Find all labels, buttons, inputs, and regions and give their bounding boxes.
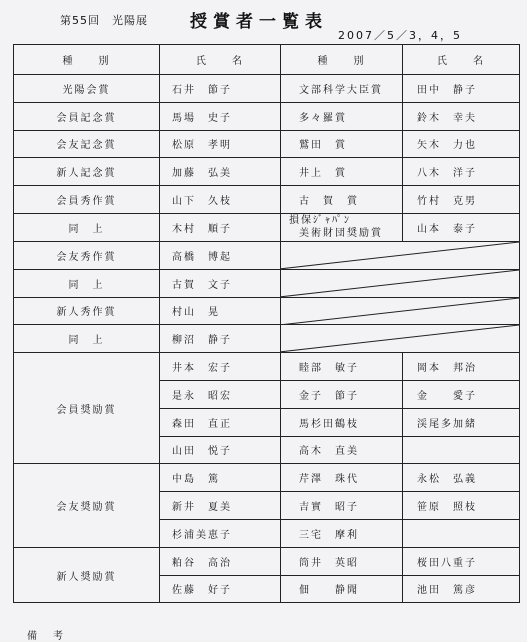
- name-cell-2: 渓尾多加緒: [403, 408, 520, 436]
- award-cell: 三宅 摩利: [281, 519, 403, 547]
- name-cell-2-empty: [403, 519, 520, 547]
- award-cell: 吉實 昭子: [281, 492, 403, 520]
- category-cell: 同 上: [14, 269, 160, 297]
- name-cell: 新井 夏美: [160, 492, 281, 520]
- table-row: [14, 75, 520, 103]
- table-row: [14, 213, 520, 241]
- category-cell: 会友秀作賞: [14, 241, 160, 269]
- table-row: [14, 130, 520, 158]
- name-cell: 柳沼 静子: [160, 325, 281, 353]
- award-cell: 芹澤 珠代: [281, 464, 403, 492]
- name-cell: 古賀 文子: [160, 269, 281, 297]
- empty-slashed-cell: [281, 297, 520, 325]
- remarks-label: 備 考: [27, 631, 66, 642]
- page-title: 授賞者一覧表: [190, 12, 328, 32]
- category-cell: 新人記念賞: [14, 158, 160, 186]
- award-cell: [281, 213, 403, 241]
- table-row: [14, 102, 520, 130]
- exhibition-date: 2007／5／3，4，5: [338, 29, 462, 42]
- name-cell: 加藤 弘美: [160, 158, 281, 186]
- name-cell-2: 笹原 照枝: [403, 492, 520, 520]
- name-cell: 山田 悦子: [160, 436, 281, 464]
- name-cell: 井本 宏子: [160, 353, 281, 381]
- table-row: [14, 297, 520, 325]
- name-cell: 山下 久枝: [160, 186, 281, 214]
- name-cell: 佐藤 好子: [160, 575, 281, 603]
- category-cell: 会員記念賞: [14, 102, 160, 130]
- diagonal-line: [281, 270, 519, 297]
- table-row: [14, 158, 520, 186]
- name-cell: 村山 晃: [160, 297, 281, 325]
- table-row: [14, 269, 520, 297]
- name-cell-2: 永松 弘義: [403, 464, 520, 492]
- category-cell: 会員奨励賞: [14, 353, 160, 464]
- column-header-name: 氏 名: [160, 45, 281, 75]
- table-row: [14, 325, 520, 353]
- name-cell-2: 鈴木 幸夫: [403, 102, 520, 130]
- award-cell: 睦部 敏子: [281, 353, 403, 381]
- name-cell: 中島 篤: [160, 464, 281, 492]
- column-header-name-2: 氏 名: [403, 45, 520, 75]
- category-cell: 会員秀作賞: [14, 186, 160, 214]
- diagonal-line: [281, 298, 519, 325]
- empty-slashed-cell: [281, 325, 520, 353]
- award-cell: 高木 直美: [281, 436, 403, 464]
- award-cell: 井上 賞: [281, 158, 403, 186]
- name-cell-2: 山本 泰子: [403, 213, 520, 241]
- column-header-award: 種 別: [281, 45, 403, 75]
- table-row: [14, 241, 520, 269]
- name-cell: 是永 昭宏: [160, 380, 281, 408]
- empty-slashed-cell: [281, 269, 520, 297]
- exhibition-label: 第55回 光陽展: [60, 14, 148, 27]
- award-cell: 金子 節子: [281, 380, 403, 408]
- award-line-1: 損保ｼﾞｬﾊﾟﾝ: [289, 214, 351, 226]
- name-cell-2-empty: [403, 436, 520, 464]
- name-cell: 森田 直正: [160, 408, 281, 436]
- awards-table: [13, 44, 520, 603]
- table-header-row: [14, 45, 520, 75]
- name-cell: 粕谷 高治: [160, 547, 281, 575]
- name-cell: 石井 節子: [160, 75, 281, 103]
- name-cell-2: 矢木 力也: [403, 130, 520, 158]
- category-cell: 光陽会賞: [14, 75, 160, 103]
- award-cell: 鷲田 賞: [281, 130, 403, 158]
- category-cell: 同 上: [14, 325, 160, 353]
- award-line-2: 美術財団奨励賞: [299, 228, 383, 240]
- name-cell-2: 桜田八重子: [403, 547, 520, 575]
- table-row: [14, 186, 520, 214]
- name-cell: 馬場 史子: [160, 102, 281, 130]
- category-cell: 新人奨励賞: [14, 547, 160, 603]
- award-cell: 馬杉田鶴枝: [281, 408, 403, 436]
- category-cell: 同 上: [14, 213, 160, 241]
- empty-slashed-cell: [281, 241, 520, 269]
- table-row: [14, 464, 520, 492]
- diagonal-line: [281, 242, 519, 269]
- category-cell: 会友記念賞: [14, 130, 160, 158]
- name-cell-2: 八木 洋子: [403, 158, 520, 186]
- diagonal-line: [281, 325, 519, 352]
- name-cell-2: 金 愛子: [403, 380, 520, 408]
- name-cell: 松原 孝明: [160, 130, 281, 158]
- name-cell-2: 岡本 邦治: [403, 353, 520, 381]
- award-cell: 文部科学大臣賞: [281, 75, 403, 103]
- award-cell: 筒井 英昭: [281, 547, 403, 575]
- table-row: [14, 547, 520, 575]
- name-cell-2: 池田 篤彦: [403, 575, 520, 603]
- name-cell: 高橋 博起: [160, 241, 281, 269]
- column-header-category: 種 別: [14, 45, 160, 75]
- name-cell: 杉浦美恵子: [160, 519, 281, 547]
- category-cell: 新人秀作賞: [14, 297, 160, 325]
- name-cell-2: 田中 静子: [403, 75, 520, 103]
- award-cell: 佃 静聞: [281, 575, 403, 603]
- category-cell: 会友奨励賞: [14, 464, 160, 547]
- award-cell: 多々羅賞: [281, 102, 403, 130]
- table-row: [14, 353, 520, 381]
- name-cell-2: 竹村 克男: [403, 186, 520, 214]
- name-cell: 木村 順子: [160, 213, 281, 241]
- award-cell: 古 賀 賞: [281, 186, 403, 214]
